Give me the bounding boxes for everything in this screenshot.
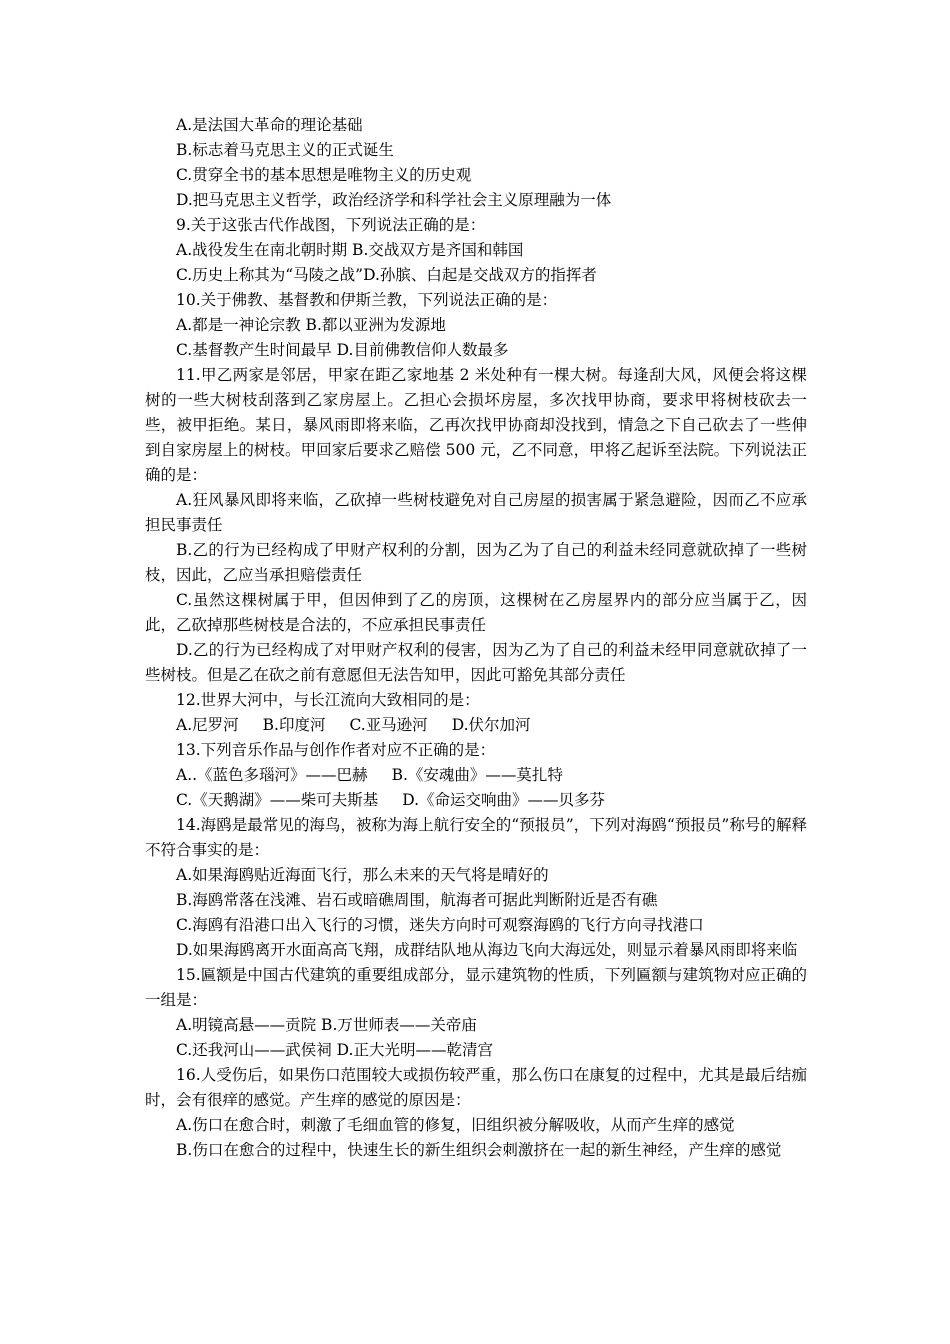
q14-option-b: B.海鸥常落在浅滩、岩石或暗礁周围，航海者可据此判断附近是否有礁: [176, 891, 658, 909]
exam-page: [145, 113, 807, 1163]
q13-stem: 13.下列音乐作品与创作作者对应不正确的是：: [176, 741, 496, 759]
q10-options-line1: A.都是一神论宗教 B.都以亚洲为发源地: [176, 316, 446, 334]
q13-option-a: A..《蓝色多瑙河》——巴赫: [176, 766, 368, 784]
q9-options-line2: C.历史上称其为“马陵之战”D.孙膑、白起是交战双方的指挥者: [176, 266, 597, 284]
q11-option-d: D.乙的行为已经构成了对甲财产权利的侵害，因为乙为了自己的利益未经甲同意就砍掉了一些树枝。但是乙在砍之前有意愿但无法告知甲，因此可豁免其部分责任: [145, 641, 807, 684]
q13-options-line1: [145, 763, 807, 788]
q15-stem: 15.匾额是中国古代建筑的重要组成部分，显示建筑物的性质，下列匾额与建筑物对应正确的一组是：: [145, 966, 807, 1009]
q13-option-b: B.《安魂曲》——莫扎特: [391, 766, 563, 784]
q14-option-d: D.如果海鸥离开水面高高飞翔，成群结队地从海边飞向大海远处，则显示着暴风雨即将来临: [176, 941, 798, 959]
q12-option-d: D.伏尔加河: [451, 716, 531, 734]
q12-option-b: B.印度河: [262, 716, 326, 734]
q10-options-line2: C.基督教产生时间最早 D.目前佛教信仰人数最多: [176, 341, 509, 359]
q16-option-b: B.伤口在愈合的过程中，快速生长的新生组织会刺激挤在一起的新生神经，产生痒的感觉: [176, 1141, 782, 1159]
q14-option-c: C.海鸥有沿港口出入飞行的习惯，迷失方向时可观察海鸥的飞行方向寻找港口: [176, 916, 704, 934]
q11-stem: 11.甲乙两家是邻居，甲家在距乙家地基 2 米处种有一棵大树。每逢刮大风，风便会将这棵树的一些大树枝刮落到乙家房屋上。乙担心会损坏房屋，多次找甲协商，要求甲将树枝砍去一些，被甲拒绝。某日，暴风雨即将来临，乙再次找甲协商却没找到，情急之下自己砍去了一些伸到自家房屋上的树枝。甲回家后要求乙赔偿 500 元，乙不同意，甲将乙起诉至法院。下列说法正确的是：: [145, 366, 807, 484]
q9-options-line1: A.战役发生在南北朝时期 B.交战双方是齐国和韩国: [176, 241, 524, 259]
q9-stem: 9.关于这张古代作战图，下列说法正确的是：: [176, 216, 486, 234]
q16-stem: 16.人受伤后，如果伤口范围较大或损伤较严重，那么伤口在康复的过程中，尤其是最后结痂时，会有很痒的感觉。产生痒的感觉的原因是：: [145, 1066, 807, 1109]
q12-stem: 12.世界大河中，与长江流向大致相同的是：: [176, 691, 480, 709]
q12-options: [145, 713, 807, 738]
q11-option-b: B.乙的行为已经构成了甲财产权利的分割，因为乙为了自己的利益未经同意就砍掉了一些树枝，因此，乙应当承担赔偿责任: [145, 541, 807, 584]
q8-option-c: C.贯穿全书的基本思想是唯物主义的历史观: [176, 166, 472, 184]
q16-option-a: A.伤口在愈合时，刺激了毛细血管的修复，旧组织被分解吸收，从而产生痒的感觉: [176, 1116, 735, 1134]
q14-stem: 14.海鸥是最常见的海鸟，被称为海上航行安全的“预报员”，下列对海鸥“预报员”称号的解释不符合事实的是：: [145, 816, 807, 859]
q8-option-a: A.是法国大革命的理论基础: [176, 116, 363, 134]
q12-option-c: C.亚马逊河: [349, 716, 428, 734]
q13-options-line2: [145, 788, 807, 813]
q10-stem: 10.关于佛教、基督教和伊斯兰教，下列说法正确的是：: [176, 291, 558, 309]
q13-option-d: D.《命运交响曲》——贝多芬: [402, 791, 606, 809]
q15-options-line1: A.明镜高悬——贡院 B.万世师表——关帝庙: [176, 1016, 477, 1034]
q8-option-b: B.标志着马克思主义的正式诞生: [176, 141, 394, 159]
q8-option-d: D.把马克思主义哲学，政治经济学和科学社会主义原理融为一体: [176, 191, 612, 209]
q11-option-c: C.虽然这棵树属于甲，但因伸到了乙的房顶，这棵树在乙房屋界内的部分应当属于乙，因此，乙砍掉那些树枝是合法的，不应承担民事责任: [145, 591, 807, 634]
q12-option-a: A.尼罗河: [176, 716, 239, 734]
q11-option-a: A.狂风暴风即将来临，乙砍掉一些树枝避免对自己房屋的损害属于紧急避险，因而乙不应承担民事责任: [145, 491, 807, 534]
q14-option-a: A.如果海鸥贴近海面飞行，那么未来的天气将是晴好的: [176, 866, 549, 884]
q13-option-c: C.《天鹅湖》——柴可夫斯基: [176, 791, 379, 809]
q15-options-line2: C.还我河山——武侯祠 D.正大光明——乾清宫: [176, 1041, 493, 1059]
